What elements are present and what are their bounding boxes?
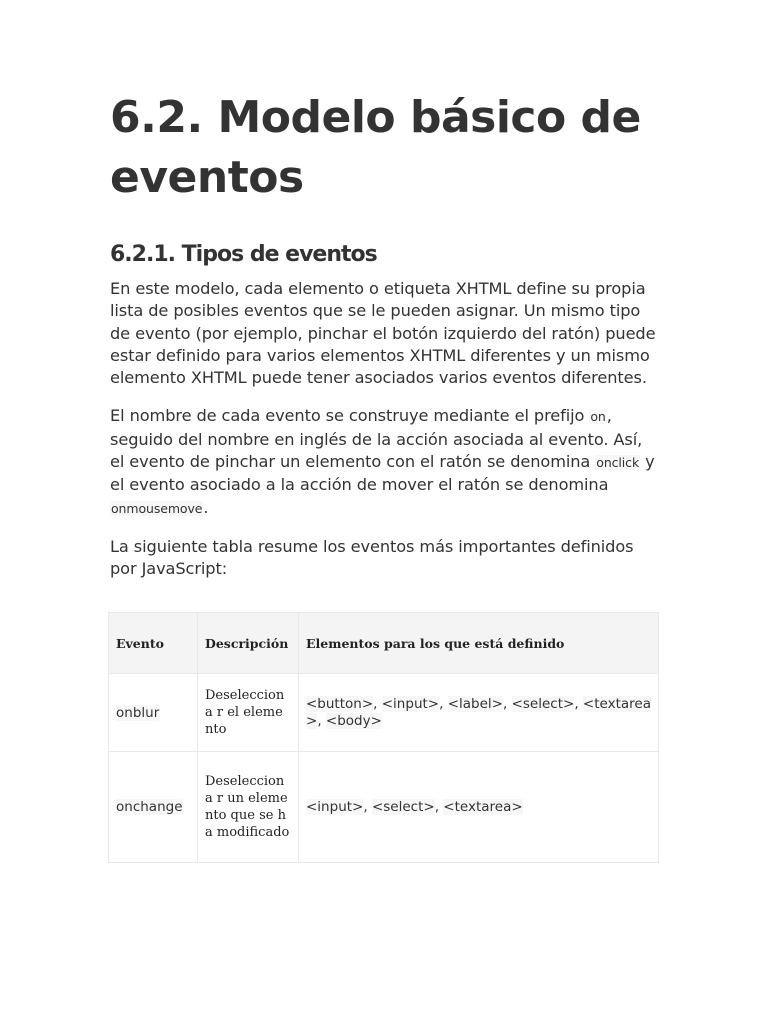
paragraph-naming-text-4: . (203, 497, 209, 517)
element-tag: <input> (381, 695, 440, 712)
page-title: 6.2. Modelo básico de eventos (110, 92, 641, 203)
element-tag: <select> (511, 695, 575, 712)
table-row (109, 674, 659, 752)
element-tag: <label> (447, 695, 503, 712)
event-description: Deselecciona r el elemento (198, 674, 299, 752)
event-code: onchange (116, 799, 183, 815)
event-elements: <input>, <select>, <textarea> (299, 752, 659, 863)
element-tag: <select> (371, 798, 435, 815)
paragraph-naming (110, 405, 658, 519)
header-evento: Evento (109, 613, 198, 674)
section-title: 6.2.1. Tipos de eventos (110, 242, 377, 267)
code-prefix-on: on (590, 409, 606, 425)
header-elementos: Elementos para los que está definido (299, 613, 659, 674)
element-tag: <input> (306, 798, 364, 815)
paragraph-naming-text-1: El nombre de cada evento se construye mediante el prefijo (110, 406, 590, 426)
element-tag: <body> (325, 712, 382, 729)
event-name (109, 674, 198, 752)
header-descripcion: Descripción (198, 613, 299, 674)
element-tag: <textarea> (443, 798, 523, 815)
paragraph-table-intro: La siguiente tabla resume los eventos más importantes definidos por JavaScript: (110, 536, 634, 579)
element-tag: <button> (306, 695, 374, 712)
event-elements: <button>, <input>, <label>, <select>, <textarea>, <body> (299, 674, 659, 752)
paragraph-naming-text-2: , seguido del nombre en inglés de la acción asociada al evento. Así, el evento de pinchar un elemento con el ratón se denomina (110, 406, 643, 472)
event-name (109, 752, 198, 863)
element-tag: <textarea> (306, 695, 651, 729)
table-row (109, 752, 659, 863)
code-onmousemove: onmousemove (111, 500, 203, 516)
paragraph-naming-text-3: y el evento asociado a la acción de mover el ratón se denomina (110, 452, 655, 495)
code-onclick: onclick (596, 455, 640, 471)
document-page (110, 88, 658, 597)
table-header-row (109, 613, 659, 674)
event-code: onblur (116, 704, 160, 721)
events-table (108, 612, 659, 863)
paragraph-intro: En este modelo, cada elemento o etiqueta XHTML define su propia lista de posibles eventos que se le pueden asignar. Un mismo tipo de evento (por ejemplo, pinchar el botón izquierdo del ratón) puede estar definido para varios elementos XHTML diferentes y un mismo elemento XHTML puede tener asociados varios eventos diferentes. (110, 279, 656, 388)
event-description: Deselecciona r un elemento que se ha modificado (198, 752, 299, 863)
